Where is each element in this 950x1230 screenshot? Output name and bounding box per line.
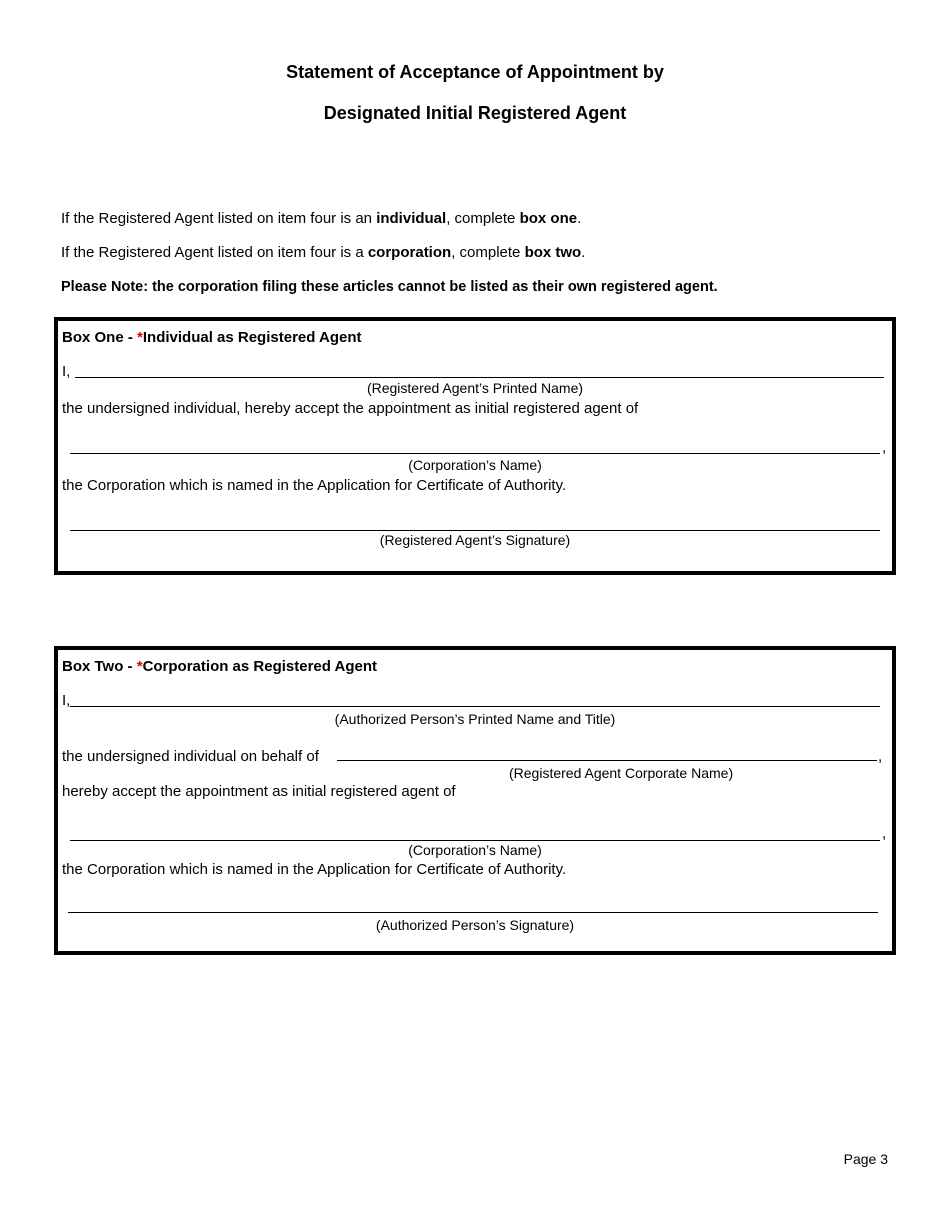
instruction-text: . [577, 210, 582, 227]
page-number: Page 3 [843, 1151, 888, 1167]
required-star: * [136, 658, 143, 675]
instruction-individual [61, 210, 581, 227]
corporation-statement: the Corporation which is named in the Application for Certificate of Authority. [62, 477, 567, 494]
authorized-name-caption: (Authorized Person’s Printed Name and Title) [334, 711, 616, 727]
box-two [54, 646, 896, 955]
box-title-prefix: Box Two - [62, 658, 137, 675]
agent-corporate-name-caption: (Registered Agent Corporate Name) [509, 765, 734, 781]
i-label: I, [62, 692, 71, 709]
corporation-name-field[interactable] [70, 453, 880, 454]
instruction-corporation [61, 244, 585, 261]
instruction-bold: individual [376, 210, 447, 227]
please-note: Please Note: the corporation filing these articles cannot be listed as their own registered agent. [61, 279, 718, 295]
required-star: * [137, 329, 143, 346]
printed-name-caption: (Registered Agent’s Printed Name) [366, 380, 584, 396]
agent-signature-field[interactable] [70, 530, 880, 531]
instruction-text: . [581, 244, 586, 261]
instruction-text: , complete [451, 244, 525, 261]
agent-printed-name-field[interactable] [75, 377, 884, 378]
instruction-bold: corporation [367, 244, 452, 261]
i-label: I, [62, 363, 71, 380]
instruction-text: If the Registered Agent listed on item four is a [61, 244, 368, 261]
corporation-name-field[interactable] [70, 840, 880, 841]
box-title-prefix: Box One - [62, 329, 138, 346]
signature-caption: (Registered Agent’s Signature) [379, 532, 571, 548]
instruction-bold: box one [519, 210, 578, 227]
box-two-title [62, 658, 377, 675]
accept-statement: the undersigned individual, hereby accept the appointment as initial registered agent of [62, 400, 639, 417]
corporation-statement: the Corporation which is named in the Application for Certificate of Authority. [62, 861, 567, 878]
comma: , [878, 748, 883, 765]
page-title-line-2: Designated Initial Registered Agent [323, 103, 627, 123]
agent-corporate-name-field[interactable] [337, 760, 877, 761]
corporation-name-caption: (Corporation’s Name) [408, 842, 542, 858]
box-title-text: Corporation as Registered Agent [142, 658, 378, 675]
authorized-person-name-field[interactable] [70, 706, 880, 707]
authorized-signature-field[interactable] [68, 912, 878, 913]
instruction-text: , complete [446, 210, 520, 227]
box-one-title [62, 329, 362, 346]
box-one [54, 317, 896, 575]
instruction-bold: box two [524, 244, 582, 261]
page-title-line-1: Statement of Acceptance of Appointment by [286, 62, 664, 82]
signature-caption: (Authorized Person’s Signature) [375, 917, 575, 933]
comma: , [882, 825, 887, 842]
accept-statement: hereby accept the appointment as initial registered agent of [62, 783, 456, 800]
comma: , [882, 439, 887, 456]
behalf-statement: the undersigned individual on behalf of [62, 748, 319, 765]
instruction-text: If the Registered Agent listed on item four is an [61, 210, 377, 227]
corporation-name-caption: (Corporation’s Name) [408, 457, 542, 473]
box-title-text: Individual as Registered Agent [142, 329, 362, 346]
